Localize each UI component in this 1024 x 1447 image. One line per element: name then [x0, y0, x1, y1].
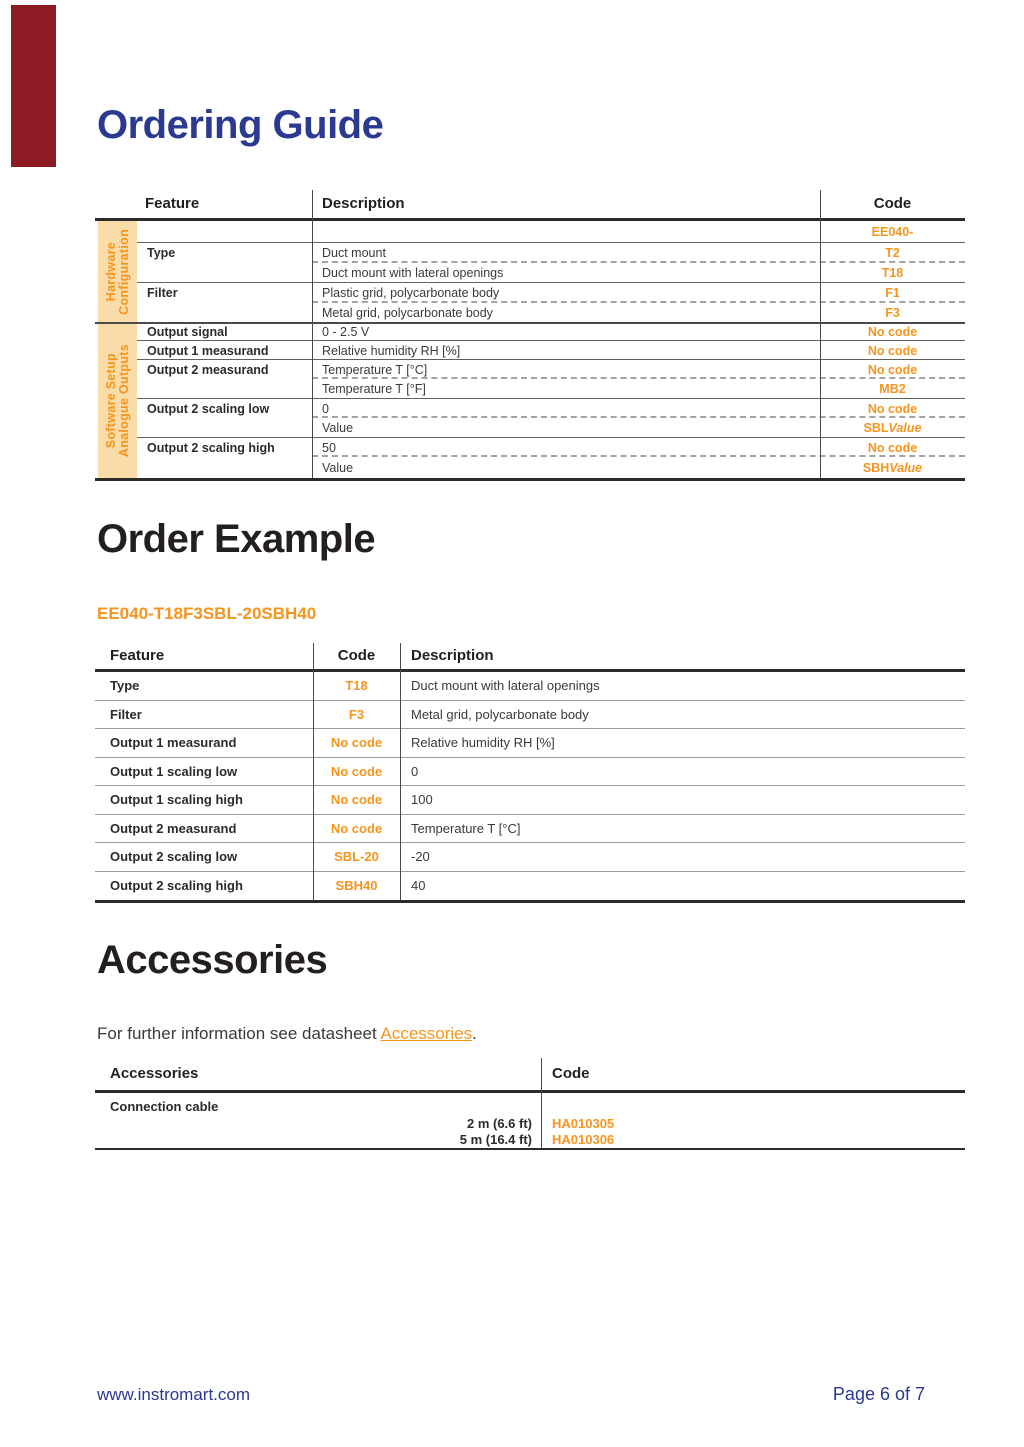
code-text: SBH [862, 460, 890, 475]
ordering-guide-table [95, 190, 965, 481]
description-cell: Metal grid, polycarbonate body [411, 706, 589, 722]
code-cell: No code [867, 324, 918, 339]
code-cell: No code [330, 820, 383, 836]
table-header-row [95, 190, 965, 221]
description-cell: 0 [411, 763, 419, 779]
description-cell: 50 [322, 440, 336, 455]
table-body [95, 221, 965, 478]
code-cell: T18 [345, 678, 368, 694]
section-title-accessories: Accessories [97, 938, 328, 982]
table-row-base-code [95, 221, 965, 243]
code-cell: MB2 [879, 382, 906, 396]
table-body [95, 1093, 965, 1148]
column-divider [541, 1058, 542, 1148]
code-cell [820, 421, 965, 435]
description-cell: 100 [411, 792, 433, 808]
feature-cell: Filter [147, 286, 178, 300]
feature-cell: Output 1 measurand [110, 735, 237, 751]
feature-cell: Output 2 measurand [147, 362, 269, 377]
feature-cell: Type [147, 246, 176, 260]
column-header-accessories: Accessories [110, 1065, 199, 1082]
column-divider [312, 190, 313, 478]
variant-code: HA010305 [552, 1116, 615, 1131]
table-row [95, 457, 965, 478]
column-divider [820, 190, 821, 478]
description-cell: Temperature T [°F] [322, 382, 426, 396]
table-row [95, 758, 965, 787]
table-header-row [95, 1058, 965, 1093]
description-cell: Metal grid, polycarbonate body [322, 305, 493, 320]
feature-cell: Output 2 measurand [110, 820, 237, 836]
column-header-description: Description [322, 195, 405, 212]
feature-cell: Output 1 scaling low [110, 763, 238, 779]
column-header-feature: Feature [110, 647, 165, 664]
description-cell: Relative humidity RH [%] [411, 735, 555, 751]
description-cell: 0 - 2.5 V [322, 324, 370, 339]
table-row [95, 438, 965, 457]
code-cell: T18 [881, 266, 904, 280]
code-cell: F1 [885, 286, 900, 300]
group-label-hardware-configuration [98, 221, 137, 322]
code-cell: F3 [885, 305, 900, 320]
note-text: . [472, 1024, 477, 1043]
feature-cell: Output signal [147, 324, 228, 339]
table-row [95, 843, 965, 872]
variant-code: HA010306 [552, 1131, 615, 1147]
column-header-code: Code [552, 1065, 590, 1082]
table-row [95, 263, 965, 283]
description-cell: Duct mount with lateral openings [322, 266, 504, 280]
table-row [95, 729, 965, 758]
section-title-order-example: Order Example [97, 517, 376, 561]
accessories-datasheet-link[interactable]: Accessories [380, 1024, 473, 1043]
group-label-text: Analogue Outputs [116, 344, 131, 458]
table-row [95, 786, 965, 815]
footer-website: www.instromart.com [97, 1385, 251, 1404]
table-row [95, 341, 965, 360]
code-cell: EE040- [871, 225, 914, 239]
code-cell: F3 [348, 706, 365, 722]
feature-cell: Type [110, 678, 140, 694]
group-divider [95, 322, 965, 324]
feature-cell: Output 1 measurand [147, 343, 269, 358]
note-text: For further information see datasheet [97, 1024, 381, 1043]
order-example-code: EE040-T18F3SBL-20SBH40 [97, 604, 317, 623]
accessories-table [95, 1058, 965, 1150]
feature-cell: Output 2 scaling low [110, 849, 238, 865]
table-row [95, 360, 965, 379]
footer-page-indicator: Page 6 of 7 [832, 1384, 925, 1404]
code-cell: SBL-20 [334, 849, 379, 865]
description-cell: 40 [411, 878, 426, 894]
description-cell: Temperature T [°C] [322, 362, 428, 377]
code-cell [820, 461, 965, 475]
accessory-variant-sizes [110, 1116, 532, 1147]
table-row [95, 322, 965, 341]
column-divider [400, 643, 401, 900]
code-cell: No code [867, 343, 918, 358]
feature-cell: Output 2 scaling high [147, 440, 275, 455]
group-label-text: Hardware [103, 241, 118, 302]
description-cell: Relative humidity RH [%] [322, 343, 461, 358]
code-cell: No code [867, 440, 918, 455]
column-header-feature: Feature [145, 195, 200, 212]
table-row [95, 399, 965, 418]
code-cell: No code [867, 362, 918, 377]
code-cell: No code [330, 763, 383, 779]
description-cell: 0 [322, 401, 329, 416]
accessory-name: Connection cable [110, 1099, 219, 1114]
table-row [95, 243, 965, 263]
table-row [95, 672, 965, 701]
accessories-note [97, 1024, 477, 1044]
column-header-code: Code [873, 195, 912, 212]
accessory-variant-codes [552, 1116, 614, 1147]
order-example-table [95, 643, 965, 903]
description-cell: Plastic grid, polycarbonate body [322, 286, 500, 300]
table-row [95, 872, 965, 901]
feature-cell: Output 1 scaling high [110, 792, 243, 808]
table-row [95, 379, 965, 399]
description-cell: Temperature T [°C] [411, 820, 521, 836]
description-cell: Value [322, 460, 354, 475]
group-label-text: Configuration [116, 228, 131, 315]
brand-color-bar [11, 5, 56, 167]
table-body [95, 672, 965, 900]
group-label-text: Software Setup [103, 353, 118, 449]
description-cell: -20 [411, 849, 430, 865]
table-header-row [95, 643, 965, 672]
description-cell: Duct mount with lateral openings [411, 678, 600, 694]
table-row [95, 303, 965, 322]
feature-cell: Output 2 scaling low [147, 401, 270, 416]
variant-size: 5 m (16.4 ft) [459, 1131, 532, 1147]
table-row [95, 418, 965, 438]
feature-cell: Output 2 scaling high [110, 878, 243, 894]
table-row [95, 283, 965, 303]
group-label-software-setup [98, 324, 137, 478]
code-cell: SBH40 [335, 878, 378, 894]
column-header-code: Code [337, 647, 376, 664]
code-cell: T2 [885, 246, 900, 260]
column-header-description: Description [411, 647, 494, 664]
feature-cell: Filter [110, 706, 142, 722]
table-row [95, 701, 965, 730]
code-cell: No code [330, 792, 383, 808]
variant-size: 2 m (6.6 ft) [466, 1116, 532, 1131]
code-cell: No code [867, 401, 918, 416]
section-title-ordering-guide: Ordering Guide [97, 103, 384, 147]
column-divider [313, 643, 314, 900]
description-cell: Value [322, 421, 354, 435]
code-value-placeholder: Value [888, 421, 922, 435]
description-cell: Duct mount [322, 246, 386, 260]
code-text: SBL [863, 421, 889, 435]
code-value-placeholder: Value [889, 460, 923, 475]
code-cell: No code [330, 735, 383, 751]
table-row [95, 815, 965, 844]
